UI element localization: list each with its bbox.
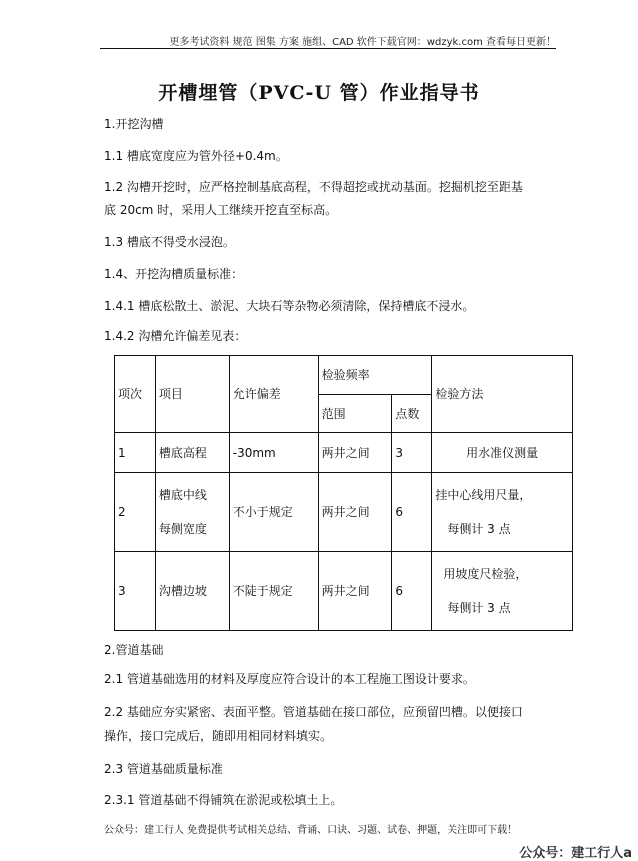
row1-method-line1: 用水准仪测量 bbox=[466, 445, 539, 460]
row3-method-line2: 每侧计 3 点 bbox=[447, 601, 511, 615]
row3-seq: 3 bbox=[115, 552, 156, 631]
header-frequency: 检验频率 bbox=[318, 356, 432, 395]
row2-points: 6 bbox=[392, 473, 432, 552]
section-2-heading: 2.管道基础 bbox=[104, 643, 164, 657]
clause-2-1: 2.1 管道基础选用的材料及厚度应符合设计的本工程施工图设计要求。 bbox=[104, 672, 475, 686]
header-method: 检验方法 bbox=[432, 356, 573, 433]
row2-tolerance: 不小于规定 bbox=[229, 473, 318, 552]
row2-method-line1: 挂中心线用尺量， bbox=[435, 488, 532, 502]
header-points: 点数 bbox=[392, 395, 432, 433]
row3-range: 两井之间 bbox=[318, 552, 392, 631]
header-tolerance: 允许偏差 bbox=[229, 356, 318, 433]
table-header-row bbox=[115, 356, 573, 395]
document-title: 开槽埋管（PVC-U 管）作业指导书 bbox=[158, 82, 480, 104]
table-row bbox=[115, 552, 573, 631]
header-divider bbox=[100, 48, 556, 49]
row2-item-line1: 槽底中线 bbox=[158, 488, 207, 502]
watermark-text: 公众号：建工行人a bbox=[519, 846, 632, 861]
row2-item-line2: 每侧宽度 bbox=[158, 522, 207, 536]
header-seq: 项次 bbox=[115, 356, 156, 433]
clause-1-4-1: 1.4.1 槽底松散土、淤泥、大块石等杂物必须清除，保持槽底不浸水。 bbox=[104, 299, 475, 313]
table-row bbox=[115, 473, 573, 552]
clause-1-2-line1: 1.2 沟槽开挖时，应严格控制基底高程，不得超挖或扰动基面。挖掘机挖至距基 bbox=[104, 180, 523, 194]
section-1-heading: 1.开挖沟槽 bbox=[104, 117, 164, 131]
header-range: 范围 bbox=[318, 395, 392, 433]
row3-points: 6 bbox=[392, 552, 432, 631]
row3-item: 沟槽边坡 bbox=[155, 552, 229, 631]
trench-tolerance-table bbox=[114, 355, 573, 631]
clause-2-2-line1: 2.2 基础应夯实紧密、表面平整。管道基础在接口部位，应预留凹槽。以便接口 bbox=[104, 705, 523, 719]
clause-1-3: 1.3 槽底不得受水浸泡。 bbox=[104, 235, 235, 249]
row1-tolerance: -30mm bbox=[229, 433, 318, 473]
row3-tolerance: 不陡于规定 bbox=[229, 552, 318, 631]
row2-item bbox=[155, 473, 229, 552]
clause-2-2-line2: 操作，接口完成后，随即用相同材料填实。 bbox=[104, 729, 333, 743]
table-row bbox=[115, 433, 573, 473]
row2-method bbox=[432, 473, 573, 552]
row3-method-line1: 用坡度尺检验， bbox=[443, 567, 528, 581]
clause-1-4: 1.4、开挖沟槽质量标准： bbox=[104, 267, 244, 281]
row1-points: 3 bbox=[392, 433, 432, 473]
header-item: 项目 bbox=[155, 356, 229, 433]
clause-2-3: 2.3 管道基础质量标准 bbox=[104, 762, 223, 776]
row2-seq: 2 bbox=[115, 473, 156, 552]
row1-item: 槽底高程 bbox=[155, 433, 229, 473]
row1-range: 两井之间 bbox=[318, 433, 392, 473]
row3-method bbox=[432, 552, 573, 631]
page-footer: 公众号：建工行人 免费提供考试相关总结、背诵、口诀、习题、试卷、押题，关注即可下载！ bbox=[104, 825, 518, 836]
row1-method bbox=[432, 433, 573, 473]
page-header bbox=[100, 33, 556, 48]
row2-range: 两井之间 bbox=[318, 473, 392, 552]
row1-seq: 1 bbox=[115, 433, 156, 473]
clause-2-3-1: 2.3.1 管道基础不得铺筑在淤泥或松填土上。 bbox=[104, 793, 343, 807]
clause-1-1: 1.1 槽底宽度应为管外径+0.4m。 bbox=[104, 149, 288, 163]
row2-method-line2: 每侧计 3 点 bbox=[447, 522, 511, 536]
clause-1-2-line2: 底 20cm 时，采用人工继续开挖直至标高。 bbox=[104, 203, 338, 217]
header-text: 更多考试资料 规范 图集 方案 施组、CAD 软件下载官网：wdzyk.com 查看每日更新！ bbox=[169, 37, 556, 48]
clause-1-4-2: 1.4.2 沟槽允许偏差见表： bbox=[104, 329, 247, 343]
